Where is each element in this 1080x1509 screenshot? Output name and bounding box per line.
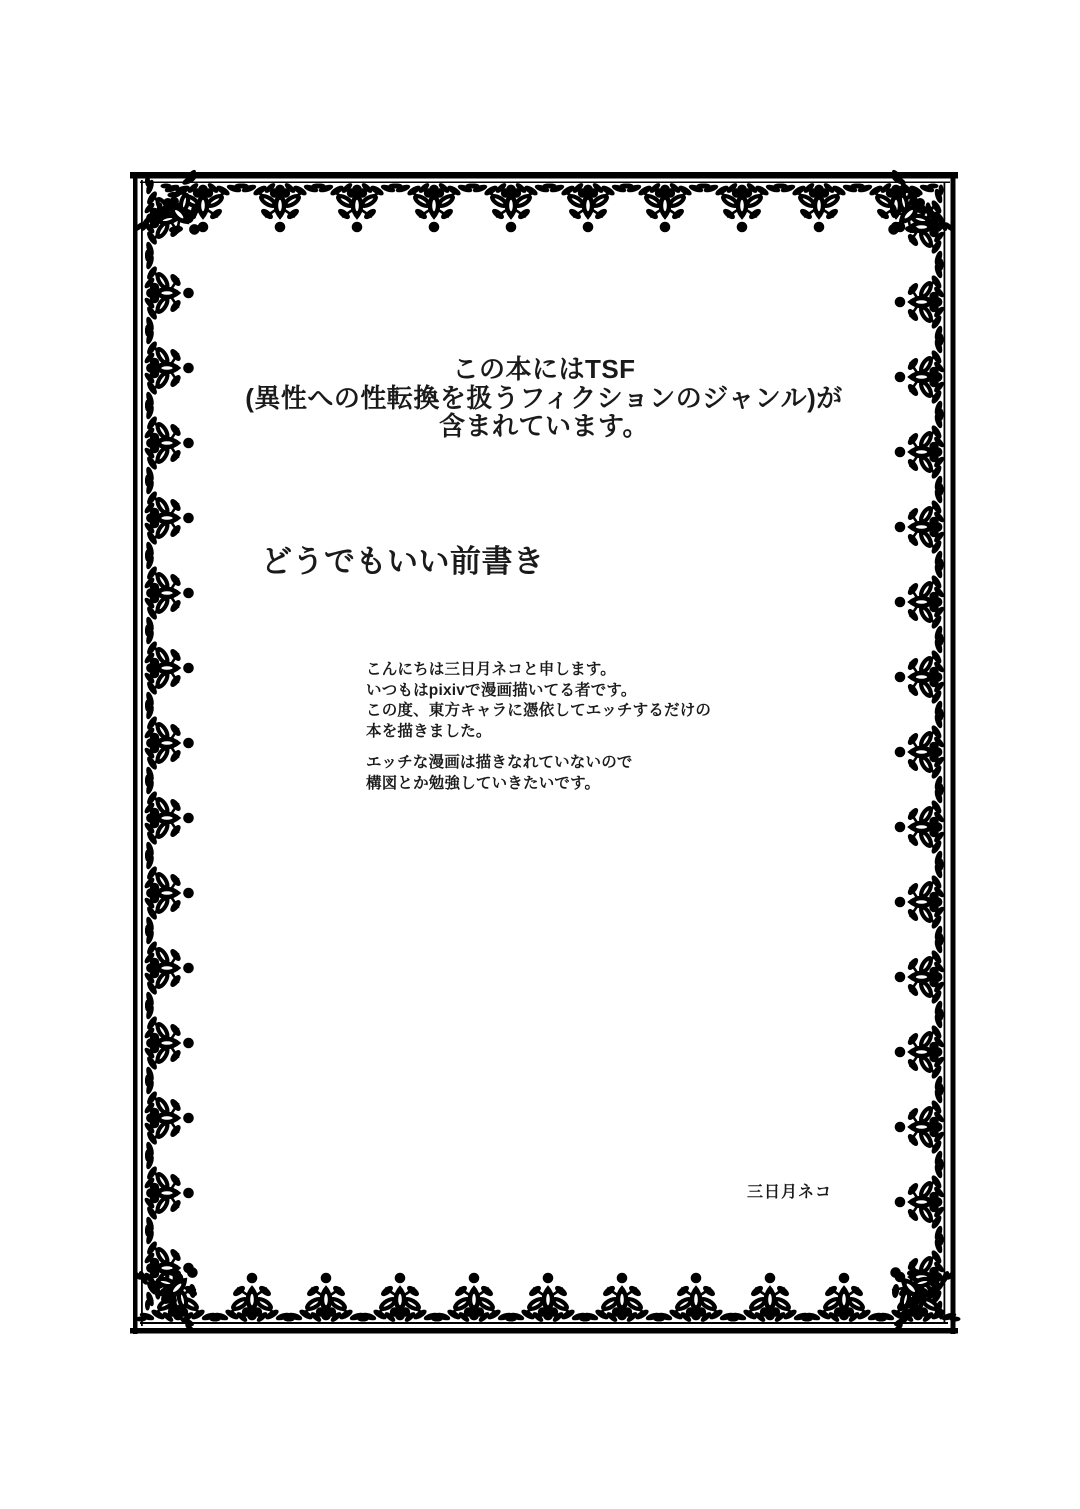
floral-ornament-icon [546,182,630,232]
body-line: 本を描きました。 [366,722,492,740]
floral-ornament-icon [392,182,476,232]
floral-ornament-icon [144,851,194,935]
content-warning-line: (異性への性転換を扱うフィクションのジャンル)が [245,382,843,413]
floral-ornament-icon [144,626,194,710]
body-line: この度、東方キャラに憑依してエッチするだけの [366,702,712,720]
floral-ornament-icon [238,182,322,232]
body-line: こんにちは三日月ネコと申します。 [366,661,616,678]
floral-ornament-icon [315,182,399,232]
floral-ornament-icon [144,1076,194,1160]
floral-ornament-icon [144,1151,194,1235]
preface-title: どうでもいい前書き [261,544,545,579]
floral-ornament-icon [144,476,194,560]
floral-ornament-icon [895,1010,945,1094]
floral-ornament-icon [895,1160,945,1244]
preface-paragraph-2 [366,753,766,794]
floral-ornament-icon [895,710,945,794]
floral-ornament-icon [895,560,945,644]
preface-paragraph-1 [366,660,766,742]
floral-ornament-icon [654,1273,738,1323]
floral-ornament-icon [144,926,194,1010]
floral-ornament-icon [802,1273,886,1323]
floral-ornament-icon [144,776,194,860]
author-signature: 三日月ネコ [747,1184,833,1201]
body-line: いつもはpixivで漫画描いてる者です。 [366,681,637,699]
floral-ornament-icon [700,182,784,232]
body-line: エッチな漫画は描きなれていないので [366,754,633,772]
floral-ornament-icon [580,1273,664,1323]
content-warning [133,355,955,441]
content-warning-line: 含まれています。 [439,411,649,441]
floral-ornament-icon [432,1273,516,1323]
preface-body [366,660,766,795]
body-line: 構図とか勉強していきたいです。 [366,774,601,792]
floral-ornament-icon [895,1085,945,1169]
floral-ornament-icon [284,1273,368,1323]
floral-ornament-icon [728,1273,812,1323]
floral-ornament-icon [144,551,194,635]
floral-ornament-icon [144,1001,194,1085]
floral-ornament-icon [623,182,707,232]
floral-ornament-icon [895,260,945,344]
floral-ornament-icon [895,485,945,569]
floral-ornament-icon [895,785,945,869]
floral-ornament-icon [144,251,194,335]
floral-ornament-icon [895,860,945,944]
content-warning-line: この本にはTSF [452,354,636,384]
floral-ornament-icon [895,935,945,1019]
floral-ornament-icon [358,1273,442,1323]
floral-ornament-icon [469,182,553,232]
floral-ornament-icon [895,635,945,719]
floral-ornament-icon [210,1273,294,1323]
floral-ornament-icon [506,1273,590,1323]
floral-ornament-icon [777,182,861,232]
floral-ornament-icon [144,701,194,785]
